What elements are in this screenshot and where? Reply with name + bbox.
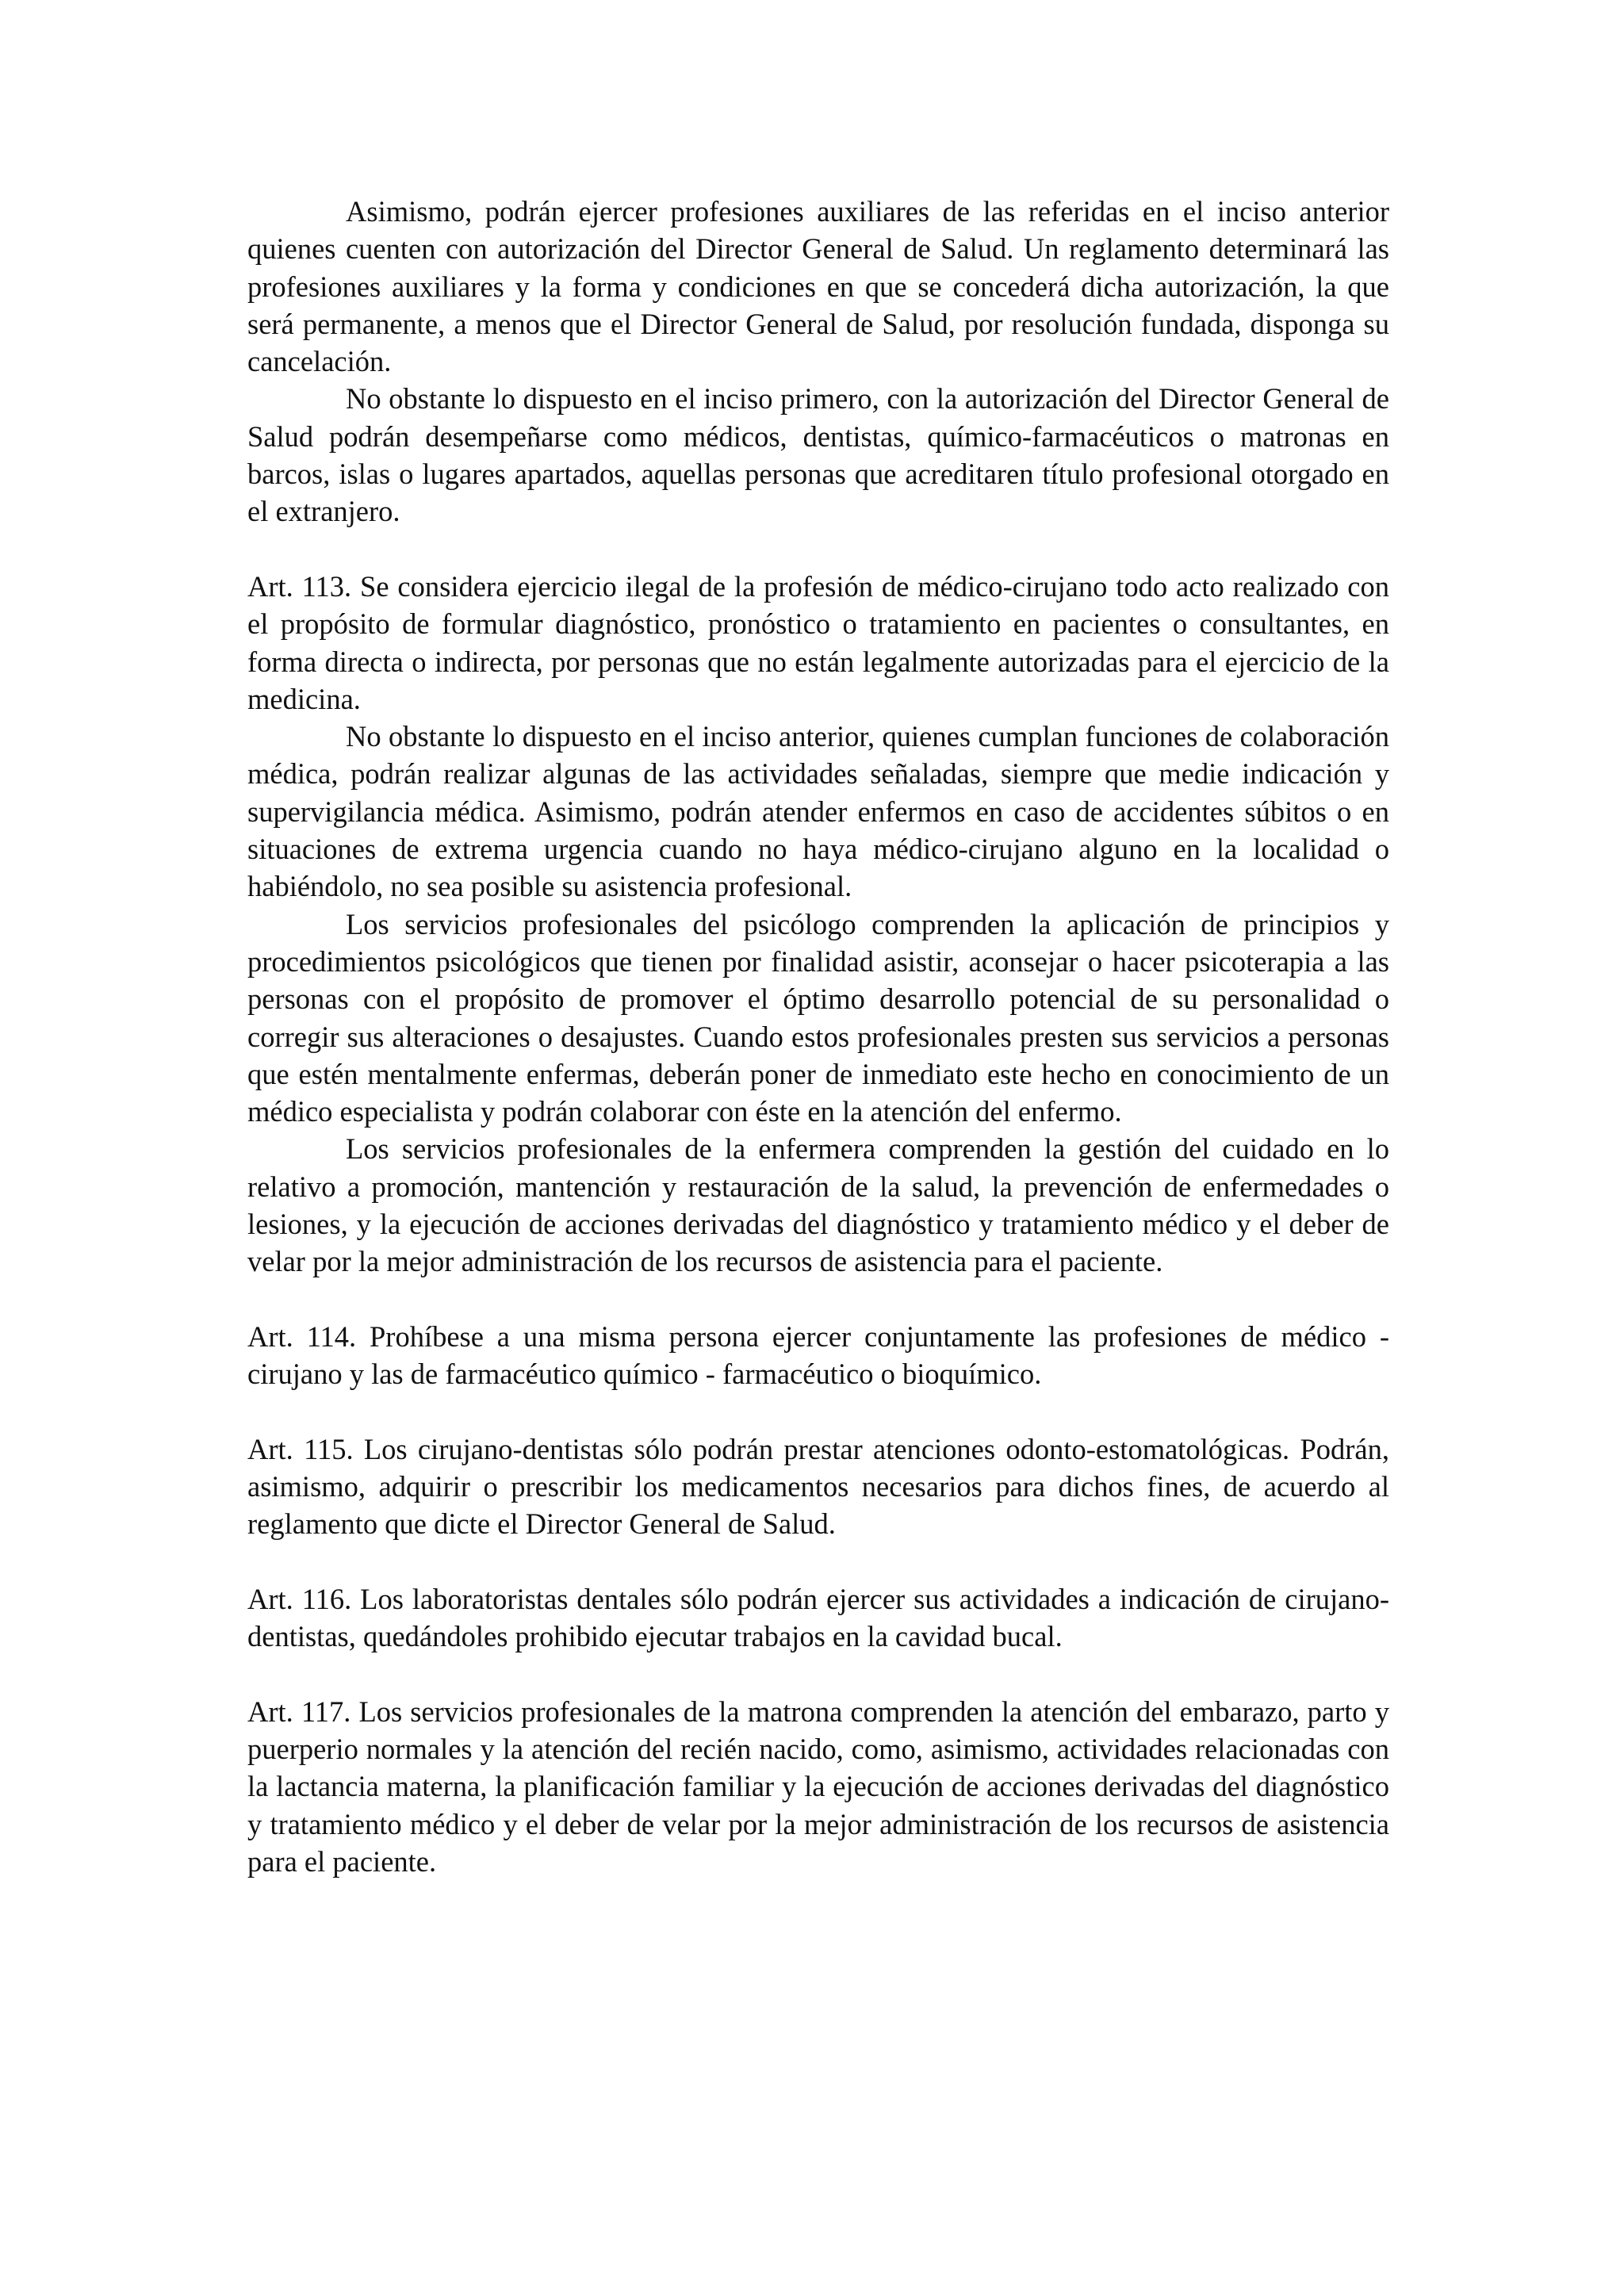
document-page — [247, 193, 1389, 1880]
article-113: Art. 113. Se considera ejercicio ilegal de la profesión de médico-cirujano todo acto realizado con el propósito de formular diagnóstico, pronóstico o tratamiento en pacientes o consultantes, en forma directa o indirecta, por personas que no están legalmente autorizadas para el ejercicio de la medicina. — [247, 569, 1389, 715]
paragraph-medical-collaboration: No obstante lo dispuesto en el inciso anterior, quienes cumplan funciones de colaboración médica, podrán realizar algunas de las actividades señaladas, siempre que medie indicación y supervigilancia médica. Asimismo, podrán atender enfermos en caso de accidentes súbitos o en situaciones de extrema urgencia cuando no haya médico-cirujano alguno en la localidad o habiéndolo, no sea posible su asistencia profesional. — [247, 720, 1389, 903]
article-115: Art. 115. Los cirujano-dentistas sólo podrán prestar atenciones odonto-estomatológicas. Podrán, asimismo, adquirir o prescribir los medicamentos necesarios para dichos fines, de acuerdo al reglamento que dicte el Director General de Salud. — [247, 1432, 1389, 1541]
paragraph-psychologist: Los servicios profesionales del psicólogo comprenden la aplicación de principios y procedimientos psicológicos que tienen por finalidad asistir, aconsejar o hacer psicoterapia a las personas con el propósito de promover el óptimo desarrollo potencial de su personalidad o corregir sus alteraciones o desajustes. Cuando estos profesionales presten sus servicios a personas que estén mentalmente enfermas, deberán poner de inmediato este hecho en conocimiento de un médico especialista y podrán colaborar con éste en la atención del enfermo. — [247, 907, 1389, 1128]
paragraph-foreign-title: No obstante lo dispuesto en el inciso primero, con la autorización del Director General de Salud podrán desempeñarse como médicos, dentistas, químico-farmacéuticos o matronas en barcos, islas o lugares apartados, aquellas personas que acreditaren título profesional otorgado en el extranjero. — [247, 382, 1389, 528]
article-116: Art. 116. Los laboratoristas dentales sólo podrán ejercer sus actividades a indicación de cirujano-dentistas, quedándoles prohibido ejecutar trabajos en la cavidad bucal. — [247, 1582, 1389, 1653]
paragraph-auxiliary-professions: Asimismo, podrán ejercer profesiones auxiliares de las referidas en el inciso anterior quienes cuenten con autorización del Director General de Salud. Un reglamento determinará las profesiones auxiliares y la forma y condiciones en que se concederá dicha autorización, la que será permanente, a menos que el Director General de Salud, por resolución fundada, disponga su cancelación. — [247, 195, 1389, 378]
article-114: Art. 114. Prohíbese a una misma persona ejercer conjuntamente las profesiones de médico - cirujano y las de farmacéutico químico - farmacéutico o bioquímico. — [247, 1319, 1389, 1391]
article-117: Art. 117. Los servicios profesionales de la matrona comprenden la atención del embarazo, parto y puerperio normales y la atención del recién nacido, como, asimismo, actividades relacionadas con la lactancia materna, la planificación familiar y la ejecución de acciones derivadas del diagnóstico y tratamiento médico y el deber de velar por la mejor administración de los recursos de asistencia para el paciente. — [247, 1695, 1389, 1878]
paragraph-nurse: Los servicios profesionales de la enfermera comprenden la gestión del cuidado en lo relativo a promoción, mantención y restauración de la salud, la prevención de enfermedades o lesiones, y la ejecución de acciones derivadas del diagnóstico y tratamiento médico y el deber de velar por la mejor administración de los recursos de asistencia para el paciente. — [247, 1132, 1389, 1278]
